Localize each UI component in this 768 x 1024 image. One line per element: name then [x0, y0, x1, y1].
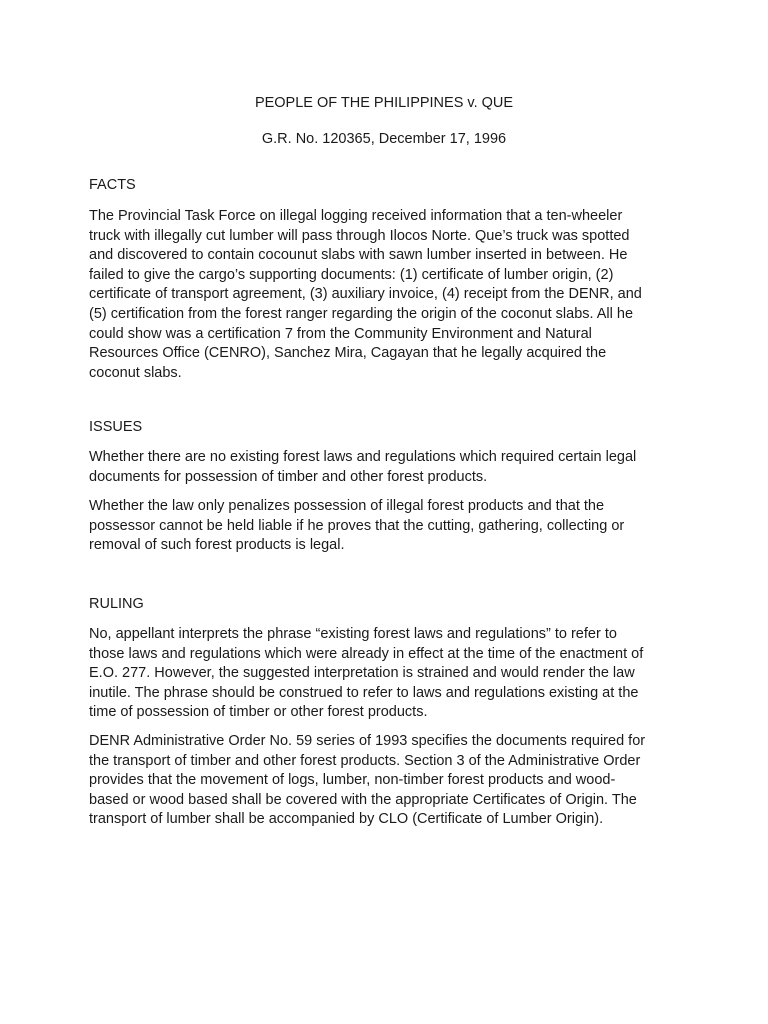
issues-paragraph-1: [89, 448, 679, 487]
text-line: time of possession of timber or other forest products.: [89, 704, 428, 721]
text-line: transport of lumber shall be accompanied by CLO (Certificate of Lumber Origin).: [89, 811, 604, 828]
text-line: and discovered to contain cocounut slabs with sawn lumber inserted in between. He: [89, 247, 628, 264]
text-line: No, appellant interprets the phrase “existing forest laws and regulations” to refer to: [89, 626, 617, 642]
text-line: Whether the law only penalizes possession of illegal forest products and that the: [89, 498, 605, 514]
facts-paragraph: [89, 207, 679, 383]
text-line: truck with illegally cut lumber will pass through Ilocos Norte. Que’s truck was spotted: [89, 227, 630, 244]
text-line: DENR Administrative Order No. 59 series of 1993 specifies the documents required for: [89, 733, 646, 749]
ruling-heading: RULING: [89, 596, 144, 612]
case-title: PEOPLE OF THE PHILIPPINES v. QUE: [254, 95, 514, 111]
text-line: E.O. 277. However, the suggested interpretation is strained and would render the law: [89, 665, 635, 682]
issues-heading: ISSUES: [89, 419, 143, 435]
text-line: Whether there are no existing forest laws and regulations which required certain legal: [89, 449, 637, 465]
text-line: documents for possession of timber and other forest products.: [89, 468, 488, 485]
ruling-paragraph-2: [89, 732, 679, 830]
text-line: certificate of transport agreement, (3) auxiliary invoice, (4) receipt from the DENR, and: [89, 286, 642, 303]
text-line: Resources Office (CENRO), Sanchez Mira, Cagayan that he legally acquired the: [89, 345, 607, 362]
case-citation: G.R. No. 120365, December 17, 1996: [261, 131, 507, 147]
text-line: could show was a certification 7 from the Community Environment and Natural: [89, 325, 592, 342]
ruling-paragraph-1: [89, 625, 679, 723]
text-line: failed to give the cargo’s supporting documents: (1) certificate of lumber origin, (2): [89, 266, 614, 283]
text-line: possessor cannot be held liable if he proves that the cutting, gathering, collecting or: [89, 517, 625, 534]
text-line: (5) certification from the forest ranger regarding the origin of the coconut slabs. All he: [89, 305, 634, 322]
text-line: inutile. The phrase should be construed to refer to laws and regulations existing at the: [89, 684, 639, 701]
facts-heading: FACTS: [89, 177, 136, 193]
text-line: The Provincial Task Force on illegal logging received information that a ten-wheeler: [89, 208, 623, 224]
issues-paragraph-2: [89, 497, 679, 556]
text-line: coconut slabs.: [89, 364, 182, 381]
text-line: based or wood based shall be covered with the appropriate Certificates of Origin. The: [89, 791, 637, 808]
text-line: the transport of timber and other forest products. Section 3 of the Administrative Order: [89, 752, 641, 769]
text-line: those laws and regulations which were already in effect at the time of the enactment of: [89, 645, 644, 662]
text-line: removal of such forest products is legal.: [89, 537, 345, 554]
text-line: provides that the movement of logs, lumber, non-timber forest products and wood-: [89, 772, 616, 789]
